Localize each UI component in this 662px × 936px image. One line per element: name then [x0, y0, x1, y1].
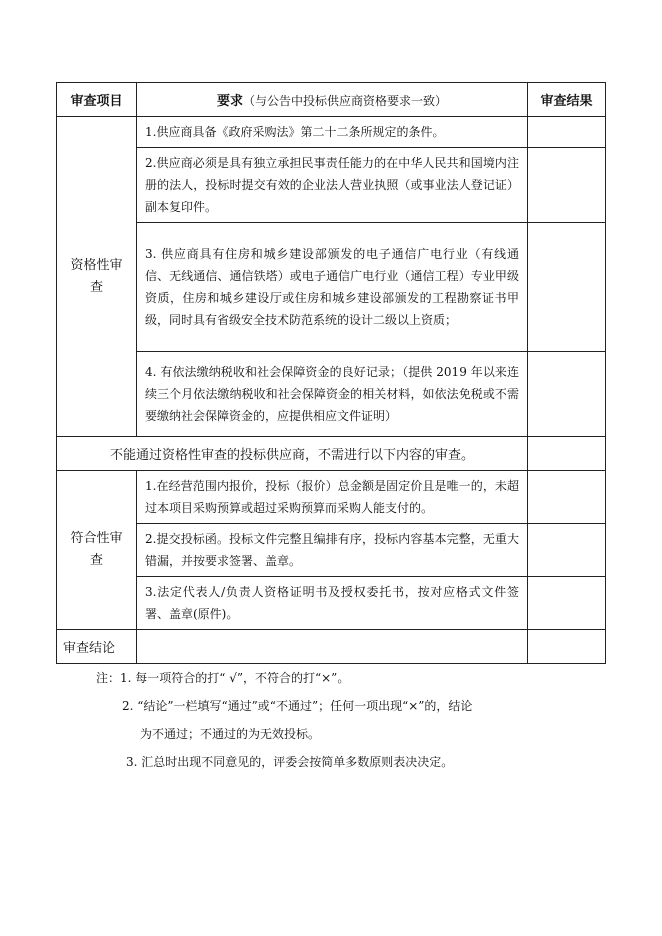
qualification-requirement-2: 2.供应商必须是具有独立承担民事责任能力的在中华人民共和国境内注册的法人，投标时提交有效的企业法人营业执照（或事业法人登记证）副本复印件。 [137, 148, 528, 223]
header-row [57, 83, 606, 117]
qualification-row-2 [57, 148, 606, 223]
qualification-row-1 [57, 117, 606, 148]
compliance-row-1 [57, 471, 606, 524]
qualification-category: 资格性审 查 [57, 117, 137, 437]
qualification-row-3 [57, 223, 606, 352]
header-requirement-sub: （与公告中投标供应商资格要求一致） [243, 94, 448, 108]
note-2-continued: 为不通过；不通过的为无效投标。 [140, 727, 321, 741]
header-requirement: 要求（与公告中投标供应商资格要求一致） [137, 83, 528, 117]
notice-result [528, 437, 606, 471]
notice-row [57, 437, 606, 471]
compliance-row-3 [57, 577, 606, 630]
notes-section [96, 664, 472, 776]
qualification-result-2[interactable] [528, 148, 606, 223]
compliance-requirement-1: 1.在经营范围内报价，投标（报价）总金额是固定价且是唯一的，未超过本项目采购预算或超过采购预算而采购人能支付的。 [137, 471, 528, 524]
conclusion-content[interactable] [137, 630, 528, 664]
compliance-result-3[interactable] [528, 577, 606, 630]
notice-text: 不能通过资格性审查的投标供应商，不需进行以下内容的审查。 [57, 437, 528, 471]
conclusion-row [57, 630, 606, 664]
compliance-category: 符合性审 查 [57, 471, 137, 630]
compliance-row-2 [57, 524, 606, 577]
review-table [56, 82, 606, 664]
compliance-requirement-2: 2.提交投标函。投标文件完整且编排有序，投标内容基本完整，无重大错漏，并按要求签署、盖章。 [137, 524, 528, 577]
note-3: 3. 汇总时出现不同意见的，评委会按简单多数原则表决决定。 [126, 755, 454, 769]
compliance-requirement-3: 3.法定代表人/负责人资格证明书及授权委托书，按对应格式文件签署、盖章(原件)。 [137, 577, 528, 630]
header-item: 审查项目 [57, 83, 137, 117]
conclusion-label: 审查结论 [57, 630, 137, 664]
note-1: 注：1. 每一项符合的打“ √”，不符合的打“×”。 [96, 671, 350, 685]
qualification-row-4 [57, 352, 606, 437]
qualification-result-3[interactable] [528, 223, 606, 352]
qualification-result-1[interactable] [528, 117, 606, 148]
header-result: 审查结果 [528, 83, 606, 117]
qualification-requirement-3: 3. 供应商具有住房和城乡建设部颁发的电子通信广电行业（有线通信、无线通信、通信铁塔）或电子通信广电行业（通信工程）专业甲级资质，住房和城乡建设厅或住房和城乡建设部颁发的工程勘察证书甲级，同时具有省级安全技术防范系统的设计二级以上资质； [137, 223, 528, 352]
conclusion-result[interactable] [528, 630, 606, 664]
qualification-requirement-1: 1.供应商具备《政府采购法》第二十二条所规定的条件。 [137, 117, 528, 148]
qualification-requirement-4: 4. 有依法缴纳税收和社会保障资金的良好记录；（提供 2019 年以来连续三个月依法缴纳税收和社会保障资金的相关材料，如依法免税或不需要缴纳社会保障资金的，应提供相应文件证明） [137, 352, 528, 437]
compliance-result-2[interactable] [528, 524, 606, 577]
note-2: 2. “结论”一栏填写“通过”或“不通过”；任何一项出现“×”的，结论 [122, 699, 473, 713]
qualification-result-4[interactable] [528, 352, 606, 437]
compliance-result-1[interactable] [528, 471, 606, 524]
